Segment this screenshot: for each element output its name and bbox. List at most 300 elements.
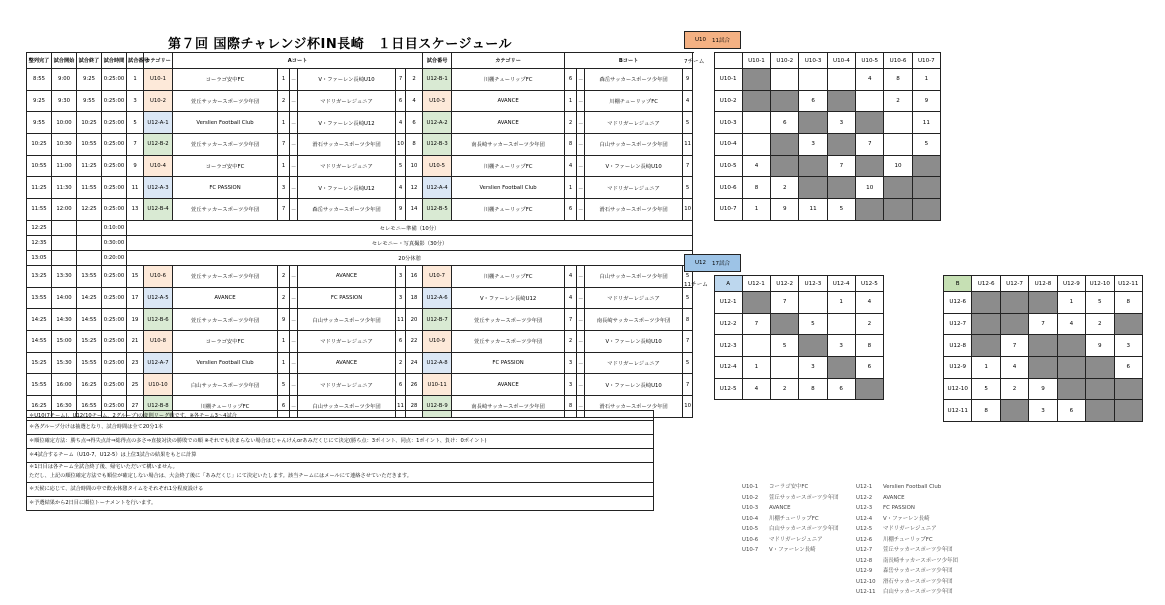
home-number: 8 [565,395,577,417]
legend-team: AVANCE [883,494,905,501]
time-cell: 11:55 [27,199,52,221]
away-team: 白山サッカースポーツ少年団 [585,134,683,156]
category-cell: U12-A-7 [144,352,173,374]
time-cell: 13:55 [27,287,52,309]
time-cell: 16:30 [52,395,77,417]
home-team: 川棚チューリップFC [452,199,565,221]
time-cell: 14:30 [52,309,77,331]
matrix-cell [856,90,884,112]
legend-code: U10-5 [742,526,759,532]
match-number: 16 [406,265,423,287]
vs-dash: － [577,330,585,352]
away-team: マドリガーレジュニア [298,90,396,112]
matrix-cell [884,112,912,134]
home-team: AVANCE [173,287,278,309]
home-number: 3 [565,374,577,396]
matrix-cell: 7 [771,292,799,314]
time-cell: 16:25 [27,395,52,417]
table-row [27,235,693,250]
time-cell: 15:25 [27,352,52,374]
matrix-cell [742,134,770,156]
away-number: 7 [683,155,693,177]
time-cell: 10:55 [77,134,102,156]
category-cell: U10-2 [144,90,173,112]
legend-team: マドリガーレジュニア [883,526,937,532]
category-cell: U10-5 [423,155,452,177]
matrix-spacer [684,378,714,400]
matrix-spacer [684,69,714,91]
time-cell [77,235,102,250]
matrix-cell: 7 [1000,335,1028,357]
header-cell: Aコート [173,53,423,69]
matrix-cell: 4 [742,378,770,400]
legend-team: FC PASSION [883,505,915,511]
matrix-shaded-cell [884,177,912,199]
away-team: マドリガーレジュニア [585,177,683,199]
matrix-shaded-cell [1086,357,1114,379]
time-cell: 16:55 [77,395,102,417]
time-cell: 14:25 [27,309,52,331]
away-number: 6 [396,90,406,112]
vs-dash: － [577,199,585,221]
away-team: V・ファーレン長崎U10 [585,155,683,177]
time-cell: 12:35 [27,235,52,250]
matrix-shaded-cell [742,90,770,112]
home-team: 萱丘サッカースポーツ少年団 [173,309,278,331]
u10-tag-count: 11試合 [712,38,731,44]
event-cell: セレモニー準備（10分） [127,220,693,235]
schedule-table [26,52,693,418]
matrix-spacer [684,177,714,199]
page-title: 第７回 国際チャレンジ杯IN長崎 １日目スケージュール [168,37,512,52]
header-cell: 試合開始 [52,53,77,69]
table-row [27,309,693,331]
time-cell: 13:55 [77,265,102,287]
away-number: 2 [396,352,406,374]
legend-team: 萱丘サッカースポーツ少年団 [883,547,953,553]
matrix-col-header: U10-3 [799,53,827,69]
away-team: V・ファーレン長崎U10 [298,69,396,91]
home-number: 2 [278,265,290,287]
vs-dash: － [577,287,585,309]
table-row [27,287,693,309]
time-cell: 15:55 [77,352,102,374]
away-number: 11 [683,134,693,156]
match-number: 22 [406,330,423,352]
u12-tag-label: U12 [694,260,707,266]
time-cell: 9:30 [52,90,77,112]
matrix-shaded-cell [771,90,799,112]
matrix-cell: 5 [799,313,827,335]
away-number: 7 [683,374,693,396]
matrix-shaded-cell [912,155,940,177]
home-number: 3 [565,352,577,374]
time-cell: 11:25 [77,155,102,177]
matrix-cell: 9 [1029,378,1057,400]
home-number: 7 [278,134,290,156]
match-number: 12 [406,177,423,199]
time-cell: 9:25 [77,69,102,91]
home-team: 川棚チューリップFC [452,265,565,287]
match-number: 14 [406,199,423,221]
time-cell: 0:25:00 [102,69,127,91]
header-cell: 試合時間 [102,53,127,69]
away-team: マドリガーレジュニア [585,352,683,374]
legend-code: U12-5 [856,526,873,532]
vs-dash: － [290,112,298,134]
category-cell: U10-11 [423,374,452,396]
away-number: 8 [683,309,693,331]
matrix-cell: 6 [771,112,799,134]
away-number: 10 [683,199,693,221]
away-team: 白山サッカースポーツ少年団 [298,395,396,417]
home-number: 4 [565,265,577,287]
legend-code: U12-3 [856,505,873,511]
time-cell: 0:25:00 [102,352,127,374]
legend-team: 川棚チューリップFC [883,536,933,543]
match-number: 4 [406,90,423,112]
matrix-col-header: U12-11 [1114,276,1142,292]
matrix-spacer [684,335,714,357]
home-team: 萱丘サッカースポーツ少年団 [173,134,278,156]
matrix-shaded-cell [827,177,855,199]
u12-tag-count: 17試合 [712,261,731,267]
home-team: 南長崎サッカースポーツ少年団 [452,134,565,156]
matrix-shaded-cell [799,177,827,199]
matrix-shaded-cell [884,199,912,221]
away-team: 森岳サッカースポーツ少年団 [585,69,683,91]
away-team: 白山サッカースポーツ少年団 [585,265,683,287]
matrix-shaded-cell [1000,313,1028,335]
legend-team: マドリガーレジュニア [769,536,823,543]
matrix-corner-label: 7チーム [684,58,705,65]
matrix-cell: 6 [1114,357,1142,379]
matrix-cell: 1 [1057,292,1085,314]
matrix-cell: 9 [1086,335,1114,357]
home-team: 川棚チューリップFC [452,155,565,177]
matrix-col-header: U12-4 [827,276,855,292]
legend-code: U10-4 [742,515,759,522]
away-number: 7 [396,69,406,91]
away-team: V・ファーレン長崎U10 [585,374,683,396]
matrix-row-header: U12-2 [714,313,742,335]
matrix-cell: 11 [799,199,827,221]
category-cell: U10-10 [144,374,173,396]
matrix-shaded-cell [1029,292,1057,314]
home-number: 6 [565,199,577,221]
home-number: 6 [565,69,577,91]
home-team: コーラゴ安中FC [173,69,278,91]
home-team: コーラゴ安中FC [173,155,278,177]
match-number: 6 [406,112,423,134]
home-number: 1 [565,177,577,199]
legend-item [856,566,958,577]
matrix-cell: 8 [855,335,883,357]
table-row [27,155,693,177]
matrix-cell: 9 [771,199,799,221]
matrix-shaded-cell [771,134,799,156]
away-team: V・ファーレン長崎U12 [298,112,396,134]
time-cell: 12:25 [77,199,102,221]
matrix-cell: 5 [912,134,940,156]
home-team: FC PASSION [173,177,278,199]
matrix-cell: 1 [972,357,1000,379]
time-cell [52,235,77,250]
category-cell: U12-B-3 [423,134,452,156]
away-number: 7 [683,330,693,352]
legend-code: U12-8 [856,557,873,564]
note-line: ＊1日目は各チーム全試合終了後、帰宅いただいて構いません。 ただし、上記の順位確定方法でも順位が確定しない場合は、大会終了後に「あみだくじ」にて決定いたします。該当チームにはメールにて連絡させていただきます。 [26,463,654,483]
match-number: 5 [127,112,144,134]
away-team: マドリガーレジュニア [298,155,396,177]
away-team: 白山サッカースポーツ少年団 [298,309,396,331]
matrix-cell [742,112,770,134]
category-cell: U12-B-9 [423,395,452,417]
away-team: 南長崎サッカースポーツ少年団 [585,309,683,331]
category-cell: U10-3 [423,90,452,112]
matrix-cell: 3 [827,335,855,357]
header-cell: Bコート [565,53,693,69]
away-number: 4 [683,90,693,112]
time-cell: 14:00 [52,287,77,309]
legend-team: 白山サッカースポーツ少年団 [883,589,953,595]
matrix-shaded-cell [856,155,884,177]
legend-code: U12-1 [856,484,873,490]
time-cell: 9:55 [77,90,102,112]
home-number: 9 [278,309,290,331]
home-team: 萱丘サッカースポーツ少年団 [173,265,278,287]
table-row [27,374,693,396]
matrix-shaded-cell [827,357,855,379]
table-row [27,112,693,134]
legend-team: Verslien Football Club [883,484,942,490]
matrix-cell [827,69,855,91]
legend-item [856,482,958,493]
matrix-spacer [684,90,714,112]
matrix-cell: 8 [972,400,1000,422]
legend-team: コーラゴ安中FC [769,484,809,490]
legend-code: U10-7 [742,547,759,553]
table-row [27,90,693,112]
matrix-shaded-cell [1029,335,1057,357]
matrix-cell: 3 [827,112,855,134]
home-team: Verslien Football Club [173,112,278,134]
match-number: 26 [406,374,423,396]
u12-tag [684,254,741,272]
matrix-shaded-cell [771,313,799,335]
matrix-cell: 2 [1000,378,1028,400]
legend-code: U12-6 [856,536,873,543]
matrix-cell: 8 [884,69,912,91]
category-cell: U12-B-6 [144,309,173,331]
matrix-cell: 7 [742,313,770,335]
matrix-shaded-cell [742,69,770,91]
matrix-group-label [714,53,742,69]
matrix-col-header: U12-9 [1057,276,1085,292]
home-number: 1 [278,352,290,374]
away-number: 5 [396,155,406,177]
matrix-shaded-cell [912,199,940,221]
legend-team: 川棚チューリップFC [769,515,819,522]
away-number: 6 [396,374,406,396]
legend-item [856,535,958,546]
home-number: 1 [278,112,290,134]
matrix-shaded-cell [1000,292,1028,314]
away-number: 11 [396,395,406,417]
category-cell: U12-B-7 [423,309,452,331]
away-number: 4 [396,112,406,134]
category-cell: U12-B-5 [423,199,452,221]
matrix-spacer [684,292,714,314]
home-number: 7 [278,199,290,221]
matrix-cell: 9 [912,90,940,112]
legend-item [742,482,838,493]
legend-code: U12-7 [856,547,873,553]
category-cell: U10-1 [144,69,173,91]
legend-team: 萱丘サッカースポーツ少年団 [769,494,839,501]
time-cell: 10:25 [77,112,102,134]
legend-team: 白山サッカースポーツ少年団 [769,526,839,532]
vs-dash: － [290,287,298,309]
category-cell: U12-A-6 [423,287,452,309]
match-number: 1 [127,69,144,91]
matrix-row-header: U12-4 [714,357,742,379]
matrix-spacer [684,112,714,134]
time-cell: 0:25:00 [102,395,127,417]
time-cell: 0:25:00 [102,265,127,287]
matrix-spacer [684,199,714,221]
category-cell: U10-9 [423,330,452,352]
matrix-cell [799,69,827,91]
matrix-cell: 6 [1057,400,1085,422]
matrix-col-header: U12-2 [771,276,799,292]
vs-dash: － [577,90,585,112]
time-cell: 15:00 [52,330,77,352]
match-number: 21 [127,330,144,352]
matrix-cell: 2 [771,177,799,199]
vs-dash: － [577,112,585,134]
time-cell: 12:25 [27,220,52,235]
u10-tag-label: U10 [694,37,707,43]
category-cell: U12-A-4 [423,177,452,199]
away-team: AVANCE [298,265,396,287]
legend-team: V・ファーレン長崎 [883,515,930,522]
away-number: 3 [396,265,406,287]
legend-item [856,545,958,556]
home-number: 2 [565,112,577,134]
matrix-cell: 6 [827,378,855,400]
legend-item [856,577,958,588]
time-cell: 11:55 [77,177,102,199]
legend-item [742,503,838,514]
legend-code: U10-6 [742,536,759,543]
time-cell: 0:20:00 [102,250,127,265]
matrix-col-header: U12-5 [855,276,883,292]
home-number: 2 [278,90,290,112]
legend-code: U12-10 [856,578,876,585]
matrix-row-header: U12-3 [714,335,742,357]
home-number: 5 [278,374,290,396]
matrix-row-header: U12-7 [944,313,972,335]
time-cell: 9:55 [27,112,52,134]
home-number: 1 [278,330,290,352]
away-number: 5 [683,265,693,287]
matrix-row-header: U12-9 [944,357,972,379]
time-cell: 13:25 [27,265,52,287]
category-cell: U10-6 [144,265,173,287]
matrix-col-header: U12-3 [799,276,827,292]
matrix-cell: 4 [742,155,770,177]
matrix-row-header: U10-2 [714,90,742,112]
matrix-cell: 8 [799,378,827,400]
time-cell: 13:05 [27,250,52,265]
matrix-shaded-cell [771,155,799,177]
home-team: 萱丘サッカースポーツ少年団 [173,199,278,221]
vs-dash: － [577,265,585,287]
home-number: 1 [278,155,290,177]
matrix-row-header: U12-1 [714,292,742,314]
time-cell: 16:00 [52,374,77,396]
time-cell: 8:55 [27,69,52,91]
matrix-cell: 7 [1029,313,1057,335]
legend-item [856,556,958,567]
legend-item [856,503,958,514]
time-cell: 0:25:00 [102,330,127,352]
matrix-spacer [684,134,714,156]
matrix-cell: 1 [827,292,855,314]
time-cell: 0:25:00 [102,134,127,156]
time-cell: 0:25:00 [102,177,127,199]
header-cell: カテゴリー [452,53,565,69]
category-cell: U12-A-5 [144,287,173,309]
away-number: 11 [396,309,406,331]
away-team: マドリガーレジュニア [298,330,396,352]
matrix-cell: 8 [1114,292,1142,314]
time-cell [77,220,102,235]
note-line: ＊4試合するチーム（U10-7、U12-5）は上位3試合の結果をもとに計算 [26,449,654,463]
vs-dash: － [290,69,298,91]
legend-code: U12-11 [856,589,876,595]
matrix-col-header: U10-4 [827,53,855,69]
time-cell [52,250,77,265]
match-number: 20 [406,309,423,331]
away-team: V・ファーレン長崎U10 [585,330,683,352]
time-cell: 10:55 [27,155,52,177]
match-number: 10 [406,155,423,177]
matrix-shaded-cell [855,378,883,400]
matrix-col-header: U12-10 [1086,276,1114,292]
legend-item [856,514,958,525]
matrix-cell: 4 [856,69,884,91]
away-team: マドリガーレジュニア [585,287,683,309]
vs-dash: － [290,177,298,199]
category-cell: U10-8 [144,330,173,352]
vs-dash: － [290,265,298,287]
matrix-cell: 7 [827,155,855,177]
matrix-col-header: U12-7 [1000,276,1028,292]
match-number: 17 [127,287,144,309]
time-cell: 15:25 [77,330,102,352]
match-number: 19 [127,309,144,331]
vs-dash: － [577,352,585,374]
header-cell: カテゴリー [144,53,173,69]
matrix-col-header: U12-1 [742,276,770,292]
matrix-cell: 3 [1114,335,1142,357]
matrix-spacer [684,313,714,335]
away-team: V・ファーレン長崎U12 [298,177,396,199]
match-number: 25 [127,374,144,396]
home-team: 白山サッカースポーツ少年団 [173,374,278,396]
